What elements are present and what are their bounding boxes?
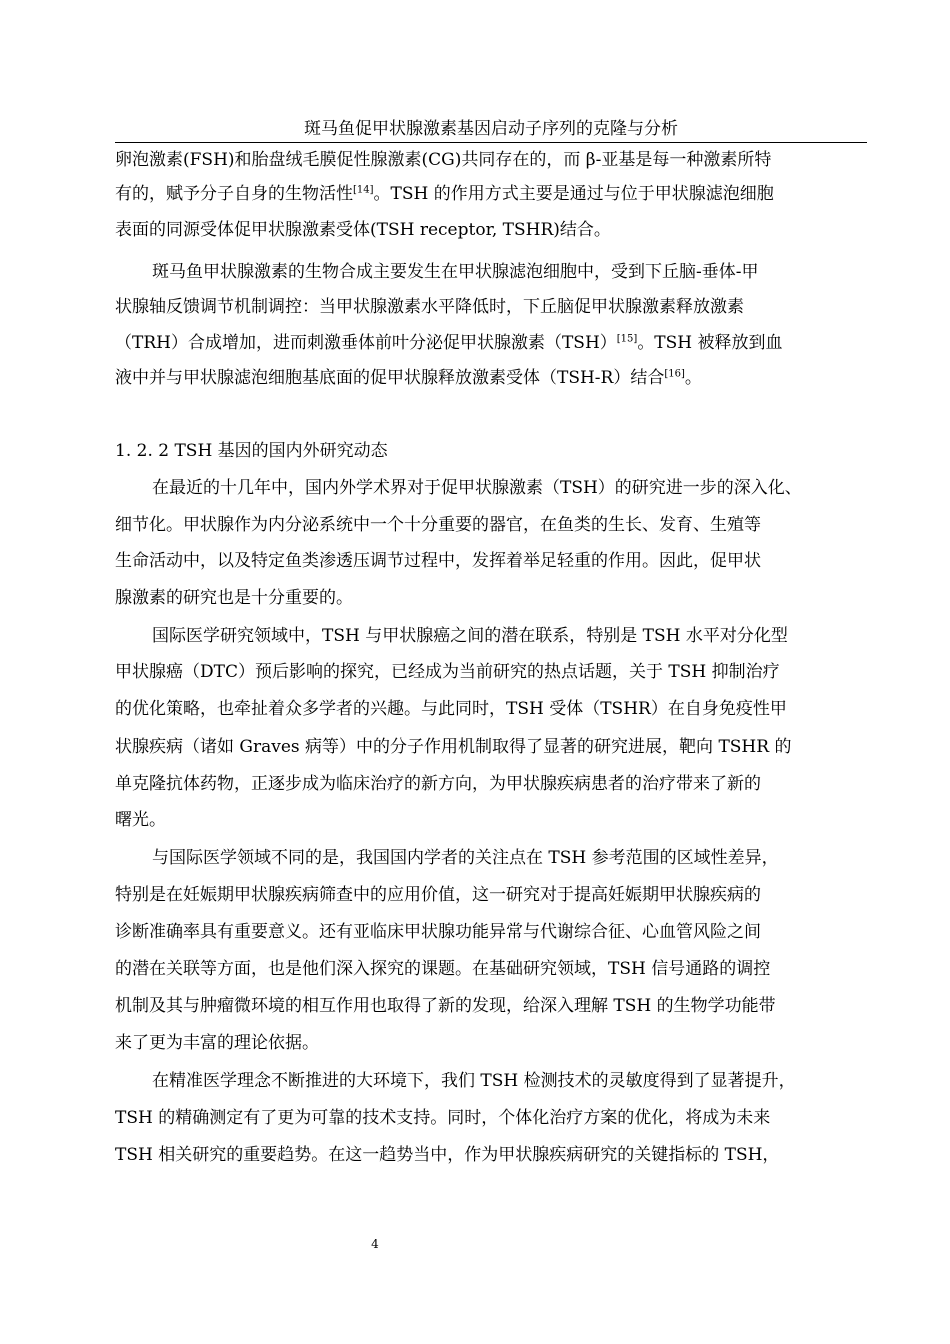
text-line: 的潜在关联等方面，也是他们深入探究的课题。在基础研究领域，TSH 信号通路的调控	[115, 959, 771, 979]
text-line: 甲状腺癌（DTC）预后影响的探究，已经成为当前研究的热点话题，关于 TSH 抑制治疗	[115, 662, 780, 682]
text-run: 。TSH 的作用方式主要是通过与位于甲状腺滤泡细胞	[373, 184, 774, 204]
text-line: 与国际医学领域不同的是，我国国内学者的关注点在 TSH 参考范围的区域性差异，	[152, 848, 779, 868]
text-run: 。TSH 被释放到血	[637, 333, 783, 353]
text-line: 诊断准确率具有重要意义。还有亚临床甲状腺功能异常与代谢综合征、心血管风险之间	[115, 922, 761, 942]
text-line	[115, 364, 702, 392]
text-line: 国际医学研究领域中，TSH 与甲状腺癌之间的潜在联系，特别是 TSH 水平对分化型	[152, 626, 788, 646]
text-run: （TRH）合成增加，进而刺激垂体前叶分泌促甲状腺激素（TSH）	[115, 333, 617, 353]
text-line: 生命活动中，以及特定鱼类渗透压调节过程中，发挥着举足轻重的作用。因此，促甲状	[115, 551, 761, 571]
text-line: 状腺疾病（诸如 Graves 病等）中的分子作用机制取得了显著的研究进展，靶向 TSHR 的	[115, 737, 792, 757]
running-header: 斑马鱼促甲状腺激素基因启动子序列的克隆与分析	[304, 119, 678, 139]
text-line: 细节化。甲状腺作为内分泌系统中一个十分重要的器官，在鱼类的生长、发育、生殖等	[115, 515, 761, 535]
text-line: TSH 相关研究的重要趋势。在这一趋势当中，作为甲状腺疾病研究的关键指标的 TSH，	[115, 1145, 780, 1165]
text-line: 表面的同源受体促甲状腺激素受体(TSH receptor, TSHR)结合。	[115, 220, 611, 240]
text-line	[115, 329, 783, 357]
text-line: 斑马鱼甲状腺激素的生物合成主要发生在甲状腺滤泡细胞中，受到下丘脑-垂体-甲	[152, 262, 759, 282]
text-line: 单克隆抗体药物，正逐步成为临床治疗的新方向，为甲状腺疾病患者的治疗带来了新的	[115, 774, 761, 794]
section-heading: 1. 2. 2 TSH 基因的国内外研究动态	[115, 441, 388, 461]
text-line: 状腺轴反馈调节机制调控：当甲状腺激素水平降低时，下丘脑促甲状腺激素释放激素	[115, 297, 744, 317]
text-line: 腺激素的研究也是十分重要的。	[115, 588, 353, 608]
text-run: 。	[684, 368, 702, 388]
citation-16: [16]	[664, 368, 685, 380]
text-line: 在最近的十几年中，国内外学术界对于促甲状腺激素（TSH）的研究进一步的深入化、	[152, 478, 802, 498]
citation-14: [14]	[353, 184, 374, 196]
text-line: 的优化策略，也牵扯着众多学者的兴趣。与此同时，TSH 受体（TSHR）在自身免疫性甲	[115, 699, 787, 719]
citation-15: [15]	[616, 333, 638, 345]
text-run: 有的，赋予分子自身的生物活性	[115, 184, 353, 204]
text-line: 卵泡激素(FSH)和胎盘绒毛膜促性腺激素(CG)共同存在的，而 β-亚基是每一种激素所特	[115, 150, 772, 170]
text-line: 在精准医学理念不断推进的大环境下，我们 TSH 检测技术的灵敏度得到了显著提升，	[152, 1071, 796, 1091]
text-line: TSH 的精确测定有了更为可靠的技术支持。同时，个体化治疗方案的优化，将成为未来	[115, 1108, 771, 1128]
header-rule	[115, 142, 867, 143]
text-line	[115, 180, 774, 208]
text-line: 机制及其与肿瘤微环境的相互作用也取得了新的发现，给深入理解 TSH 的生物学功能带	[115, 996, 776, 1016]
page-number: 4	[371, 1237, 379, 1251]
text-line: 来了更为丰富的理论依据。	[115, 1033, 319, 1053]
text-line: 曙光。	[115, 810, 166, 830]
text-line: 特别是在妊娠期甲状腺疾病筛查中的应用价值，这一研究对于提高妊娠期甲状腺疾病的	[115, 885, 761, 905]
text-run: 液中并与甲状腺滤泡细胞基底面的促甲状腺释放激素受体（TSH-R）结合	[115, 368, 665, 388]
